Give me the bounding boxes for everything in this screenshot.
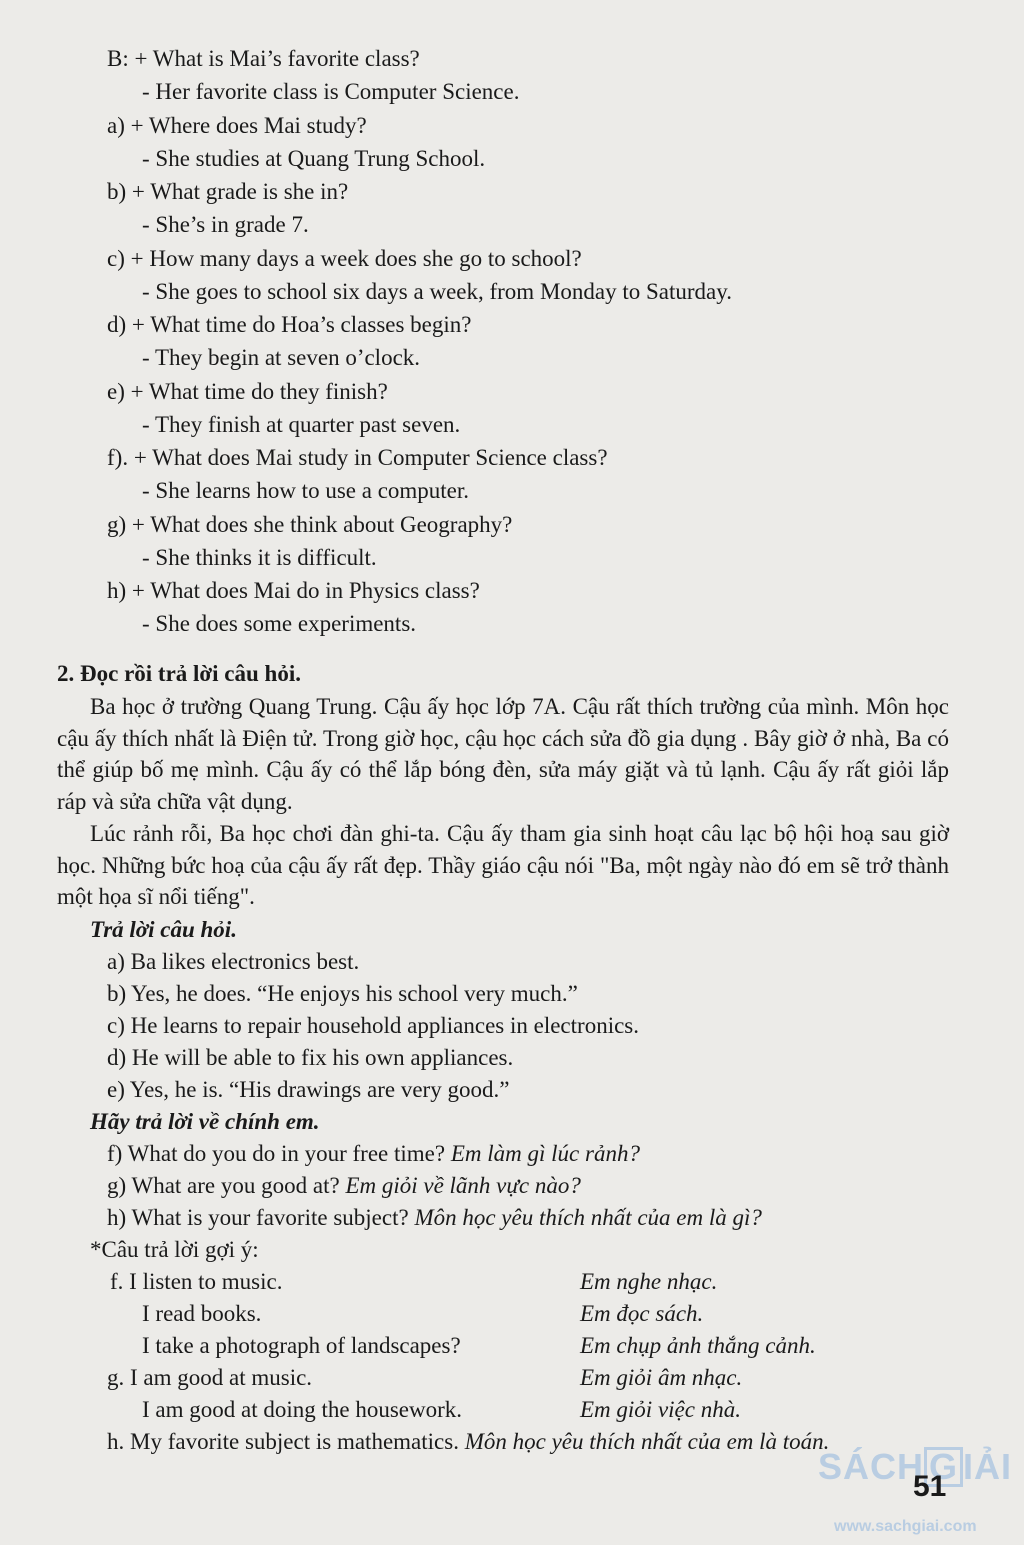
- suggest-heading: *Câu trả lời gợi ý:: [90, 1237, 259, 1262]
- qa-line: h) + What does Mai do in Physics class?: [107, 578, 480, 603]
- qa-line: e) + What time do they finish?: [107, 379, 388, 404]
- self-question: h) What is your favorite subject? Môn học yêu thích nhất của em là gì?: [107, 1205, 762, 1230]
- answer-line: d) He will be able to fix his own appliances.: [107, 1045, 514, 1070]
- suggestion-vi: Em nghe nhạc.: [580, 1269, 718, 1294]
- suggestion-vi: Em giỏi âm nhạc.: [580, 1365, 743, 1390]
- qa-line: f). + What does Mai study in Computer Science class?: [107, 445, 608, 470]
- reading-paragraph: Ba học ở trường Quang Trung. Cậu ấy học lớp 7A. Cậu rất thích trường của mình. Môn học cậu ấy thích nhất là Điện tử. Trong giờ học, cậu học cách sửa đồ gia dụng . Bây giờ ở nhà, Ba có thể giúp bố mẹ mình. Cậu ấy có thể lắp bóng đèn, sửa máy giặt và tủ lạnh. Cậu ấy rất giỏi lắp ráp và sửa chữa vật dụng.: [57, 694, 949, 814]
- qa-line: - She learns how to use a computer.: [142, 478, 470, 503]
- qa-line: - Her favorite class is Computer Science.: [142, 79, 520, 104]
- sachgiai-logo: SÁCH G IẢI: [818, 1446, 1013, 1487]
- qa-line: - She does some experiments.: [142, 611, 417, 636]
- answer-line: e) Yes, he is. “His drawings are very good.”: [107, 1077, 510, 1102]
- page-number: 51: [913, 1470, 947, 1503]
- qa-line: g) + What does she think about Geography?: [107, 512, 513, 537]
- self-question: g) What are you good at? Em giỏi về lãnh vực nào?: [107, 1173, 581, 1198]
- section-heading: 2. Đọc rồi trả lời câu hỏi.: [57, 661, 301, 686]
- reading-paragraph: Lúc rảnh rỗi, Ba học chơi đàn ghi-ta. Cậu ấy tham gia sinh hoạt câu lạc bộ hội hoạ sau giờ học. Những bức hoạ của cậu ấy rất đẹp. Thầy giáo cậu nói "Ba, một ngày nào đó em sẽ trở thành một họa sĩ nổi tiếng".: [57, 821, 949, 909]
- qa-line: a) + Where does Mai study?: [107, 113, 367, 138]
- suggestion-en: I take a photograph of landscapes?: [142, 1333, 461, 1358]
- qa-line: - She studies at Quang Trung School.: [142, 146, 486, 171]
- answer-line: a) Ba likes electronics best.: [107, 949, 360, 974]
- suggestion-en: I am good at doing the housework.: [142, 1397, 463, 1422]
- qa-line: - She’s in grade 7.: [142, 212, 309, 237]
- self-heading: Hãy trả lời về chính em.: [90, 1109, 320, 1134]
- qa-line: d) + What time do Hoa’s classes begin?: [107, 312, 472, 337]
- answer-line: b) Yes, he does. “He enjoys his school very much.”: [107, 981, 578, 1006]
- qa-line: - She thinks it is difficult.: [142, 545, 377, 570]
- qa-line: - They begin at seven o’clock.: [142, 345, 421, 370]
- qa-line: b) + What grade is she in?: [107, 179, 349, 204]
- suggestion-vi: Em đọc sách.: [580, 1301, 704, 1326]
- suggestion-vi: Em chụp ảnh thắng cảnh.: [580, 1333, 816, 1358]
- qa-line: - She goes to school six days a week, from Monday to Saturday.: [142, 279, 733, 304]
- qa-line: B: + What is Mai’s favorite class?: [107, 46, 420, 71]
- self-question: f) What do you do in your free time? Em làm gì lúc rảnh?: [107, 1141, 640, 1166]
- answer-heading: Trả lời câu hỏi.: [90, 917, 237, 942]
- suggestion-vi: Em giỏi việc nhà.: [580, 1397, 741, 1422]
- suggestion-en: f. I listen to music.: [110, 1269, 283, 1294]
- qa-line: c) + How many days a week does she go to school?: [107, 246, 582, 271]
- watermark-url: www.sachgiai.com: [834, 1518, 977, 1535]
- suggestion-en: I read books.: [142, 1301, 262, 1326]
- answer-line: c) He learns to repair household appliances in electronics.: [107, 1013, 639, 1038]
- qa-line: - They finish at quarter past seven.: [142, 412, 461, 437]
- final-answer-line: h. My favorite subject is mathematics. Môn học yêu thích nhất của em là toán.: [107, 1429, 830, 1454]
- suggestion-en: g. I am good at music.: [107, 1365, 313, 1390]
